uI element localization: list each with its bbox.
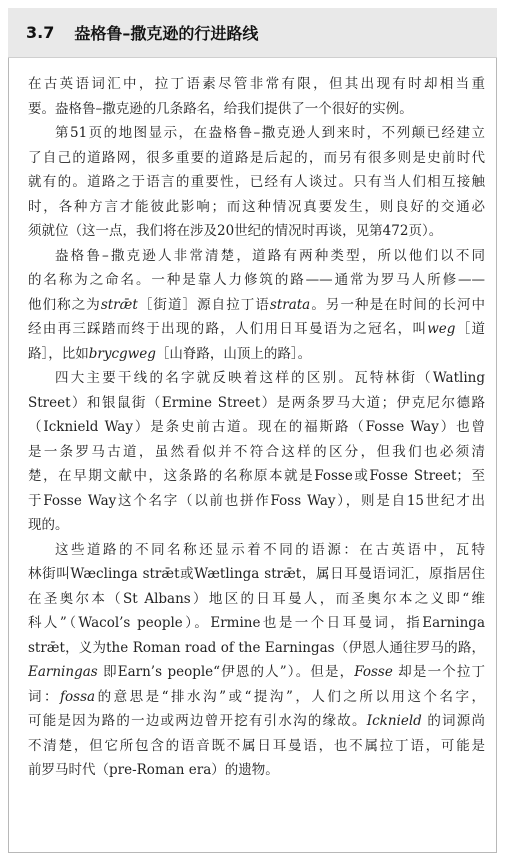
text-run: 。另一种是在时间的长河中	[310, 296, 485, 313]
text-line	[28, 415, 485, 440]
paragraph	[28, 366, 485, 538]
text-run: 不清楚，但它所包含的语音既不属日耳曼语，也不属拉丁语，可能是	[28, 737, 485, 754]
italic-term: weg	[427, 321, 456, 337]
paragraph	[28, 72, 485, 121]
text-run: ［街道］源自拉丁语	[137, 296, 270, 313]
text-line	[28, 244, 485, 269]
text-run: strǣt，义为the Roman road of the Earningas（伊恩人通往罗马的路，	[28, 639, 485, 656]
article-body	[28, 72, 485, 783]
text-line	[28, 636, 485, 661]
text-line	[28, 293, 485, 318]
section-header	[8, 8, 497, 58]
text-run: 的词源尚	[421, 713, 485, 729]
text-line	[28, 562, 485, 587]
text-run: 盎格鲁–撒克逊人非常清楚，道路有两种类型，所以他们以不同	[55, 247, 485, 264]
text-line	[28, 513, 485, 538]
text-run: 楚，在早期文献中，这条路的名称原本就是Fosse或Fosse Street；至	[28, 468, 485, 484]
italic-term: Fosse	[354, 664, 393, 680]
text-run: 于Fosse Way这个名字（以前也拼作Foss Way），则是自15世纪才出	[28, 492, 485, 509]
text-run: 时，各种方言才能彼此影响；而这种情况真要发生，则良好的交通必	[28, 198, 485, 215]
text-line	[28, 685, 485, 710]
text-line	[28, 195, 485, 220]
text-run: 第51页的地图显示，在盎格鲁–撒克逊人到来时，不列颠已经建立	[55, 125, 485, 141]
text-line	[28, 758, 485, 783]
text-run: 可能是因为路的一边或两边曾开挖有引水沟的缘故。	[28, 713, 367, 729]
text-line	[28, 170, 485, 195]
italic-term: fossa	[60, 688, 96, 705]
text-line	[28, 489, 485, 514]
paragraph	[28, 121, 485, 244]
section-number: 3.7	[26, 23, 55, 42]
text-line	[28, 219, 485, 244]
text-run: ［山脊路，山顶上的路］。	[155, 345, 312, 362]
section-title: 盎格鲁–撒克逊的行进路线	[74, 24, 259, 43]
italic-term: Earningas	[28, 664, 98, 680]
text-line	[28, 734, 485, 759]
text-line	[28, 611, 485, 636]
text-run: 了自己的道路网，很多重要的道路是后起的，而另有很多则是史前时代	[28, 149, 485, 166]
text-run: 前罗马时代（pre-Roman era）的遗物。	[28, 762, 279, 778]
text-run: 林街叫Wæclinga strǣt或Wætlinga strǣt，属日耳曼语词汇，原指居住	[28, 566, 485, 582]
text-run: 须就位（这一点，我们将在涉及20世纪的情况时再谈，见第472页）。	[28, 223, 443, 239]
text-run: 词：	[28, 688, 61, 705]
text-run: 就有的。道路之于语言的重要性，已经有人谈过。只有当人们相互接触	[28, 174, 485, 190]
italic-term: brycgweg	[88, 345, 156, 362]
text-line	[28, 538, 485, 563]
paragraph	[28, 244, 485, 367]
text-run: 即Earn’s people“伊恩的人”）。但是，	[97, 664, 355, 680]
text-line	[28, 709, 485, 734]
text-run: Street）和银鼠街（Ermine Street）是两条罗马大道；伊克尼尔德路	[28, 394, 485, 411]
text-run: 的意思是“排水沟”或“提沟”，人们之所以用这个名字，	[95, 688, 485, 705]
text-run: 的名称为之命名。一种是靠人力修筑的路——通常为罗马人所修——	[28, 272, 485, 288]
text-run: 四大主要干线的名字就反映着这样的区别。瓦特林街（Watling	[55, 370, 485, 386]
text-run: 现的。	[28, 517, 69, 533]
italic-term: Icknield	[366, 713, 422, 729]
text-line	[28, 121, 485, 146]
text-run: 经由再三踩踏而终于出现的路，人们用日耳曼语为之冠名，叫	[28, 321, 428, 337]
text-run: 却是一个拉丁	[392, 664, 485, 680]
text-run: 在古英语词汇中，拉丁语素尽管非常有限，但其出现有时却相当重	[28, 76, 485, 92]
text-run: 路］，比如	[28, 345, 89, 362]
text-line	[28, 342, 485, 367]
paragraph	[28, 538, 485, 783]
italic-term: strata	[269, 296, 311, 313]
text-run: 是一条罗马古道，虽然看似并不符合这样的区分，但我们也必须清	[28, 443, 485, 460]
text-line	[28, 268, 485, 293]
text-line	[28, 72, 485, 97]
text-line	[28, 587, 485, 612]
text-line	[28, 440, 485, 465]
text-line	[28, 317, 485, 342]
text-run: ［道	[455, 321, 485, 337]
text-line	[28, 97, 485, 122]
text-run: 这些道路的不同名称还显示着不同的语源：在古英语中，瓦特	[55, 541, 485, 558]
text-line	[28, 146, 485, 171]
text-run: 科人”（Wacol’s people）。Ermine也是一个日耳曼词，指Earninga	[28, 615, 485, 631]
italic-term: strǣt	[100, 296, 138, 313]
text-run: 他们称之为	[28, 296, 101, 313]
text-line	[28, 464, 485, 489]
text-run: （Icknield Way）是条史前古道。现在的福斯路（Fosse Way）也曾	[28, 419, 485, 435]
text-line	[28, 366, 485, 391]
text-line	[28, 660, 485, 685]
text-run: 在圣奥尔本（St Albans）地区的日耳曼人，而圣奥尔本之义即“维	[28, 590, 485, 607]
text-run: 要。盎格鲁–撒克逊的几条路名，给我们提供了一个很好的实例。	[28, 100, 413, 117]
text-line	[28, 391, 485, 416]
